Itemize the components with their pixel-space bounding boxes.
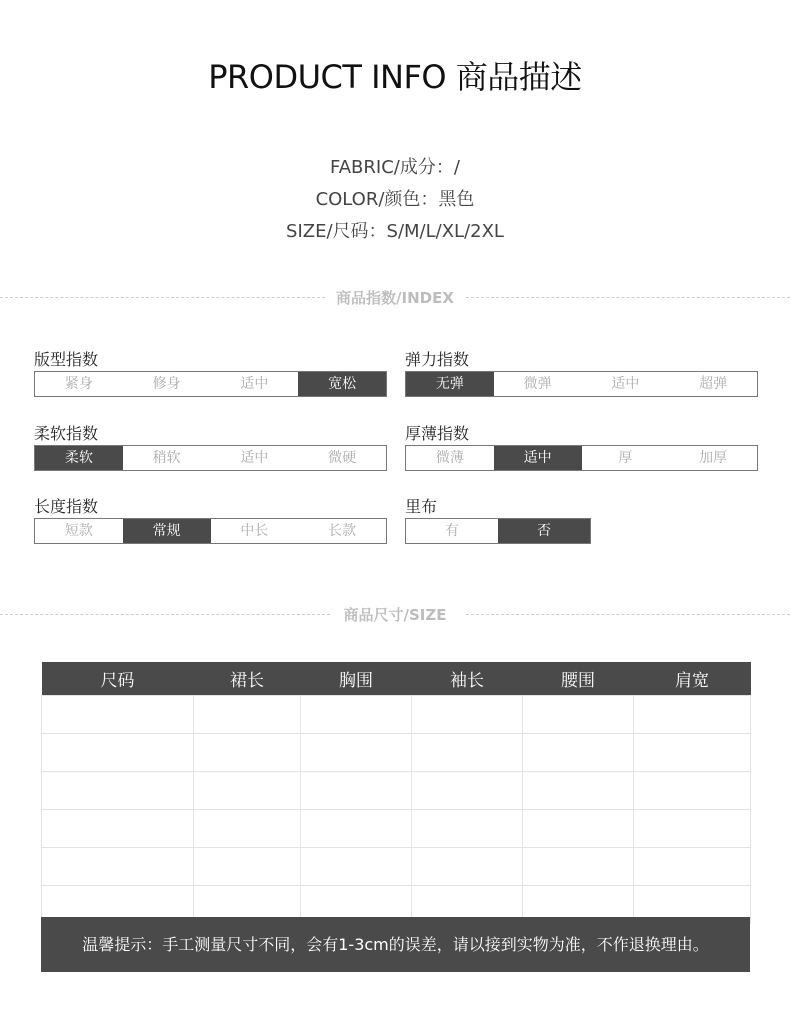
index-block [34, 496, 387, 544]
table-cell [412, 810, 523, 848]
table-cell [194, 810, 301, 848]
index-title: 长度指数 [34, 497, 99, 516]
size-divider [0, 605, 790, 625]
table-cell [634, 734, 751, 772]
table-cell [634, 848, 751, 886]
index-block [34, 349, 387, 397]
table-cell [194, 848, 301, 886]
table-cell [634, 696, 751, 734]
color-info: COLOR/颜色：黑色 [315, 189, 475, 210]
table-cell [523, 772, 634, 810]
index-title: 柔软指数 [34, 424, 99, 443]
size-column-header: 肩宽 [634, 662, 751, 696]
table-cell [42, 810, 194, 848]
index-option: 长款 [328, 523, 357, 539]
size-column-header: 尺码 [42, 662, 194, 696]
index-block [34, 423, 387, 471]
table-cell [634, 772, 751, 810]
index-scale [405, 371, 758, 397]
index-option: 适中 [240, 376, 269, 392]
index-scale [34, 371, 387, 397]
index-title: 里布 [405, 497, 438, 516]
index-option: 有 [445, 523, 459, 539]
table-cell [412, 848, 523, 886]
index-block [405, 349, 758, 397]
size-table-header [42, 662, 751, 696]
table-cell [42, 696, 194, 734]
index-option: 适中 [240, 450, 269, 466]
index-title: 版型指数 [34, 350, 99, 369]
table-cell [301, 734, 412, 772]
index-option-selected: 柔软 [35, 446, 123, 470]
index-option: 稍软 [152, 450, 181, 466]
table-cell [42, 848, 194, 886]
table-row [42, 772, 751, 810]
index-block [405, 423, 758, 471]
index-scale [405, 518, 591, 544]
table-cell [301, 810, 412, 848]
size-column-header: 腰围 [523, 662, 634, 696]
index-option: 微硬 [328, 450, 357, 466]
size-column-header: 胸围 [301, 662, 412, 696]
divider-line-right [466, 297, 790, 298]
table-cell [412, 772, 523, 810]
divider-line-right [466, 614, 790, 615]
table-cell [523, 848, 634, 886]
index-scale [34, 445, 387, 471]
index-title: 厚薄指数 [405, 424, 470, 443]
table-cell [42, 772, 194, 810]
size-table [41, 662, 751, 924]
index-option: 紧身 [64, 376, 93, 392]
fabric-info: FABRIC/成分：/ [330, 157, 460, 178]
index-option: 厚 [618, 450, 633, 466]
index-option-selected: 否 [498, 519, 590, 543]
table-cell [412, 696, 523, 734]
index-option: 修身 [152, 376, 181, 392]
tip-banner: 温馨提示：手工测量尺寸不同，会有1-3cm的误差，请以接到实物为准，不作退换理由。 [41, 917, 750, 972]
size-info: SIZE/尺码：S/M/L/XL/2XL [286, 221, 504, 242]
table-row [42, 696, 751, 734]
index-option: 超弹 [699, 376, 728, 392]
size-section-label: 商品尺寸/SIZE [343, 606, 447, 624]
index-option: 加厚 [699, 450, 728, 466]
index-option: 中长 [240, 523, 269, 539]
table-cell [523, 696, 634, 734]
index-section-label: 商品指数/INDEX [336, 289, 454, 307]
table-row [42, 734, 751, 772]
table-cell [301, 772, 412, 810]
index-option: 微弹 [523, 376, 552, 392]
table-cell [634, 810, 751, 848]
table-cell [194, 696, 301, 734]
index-scale [34, 518, 387, 544]
index-title: 弹力指数 [405, 350, 470, 369]
index-option: 适中 [611, 376, 640, 392]
table-cell [523, 734, 634, 772]
index-scale [405, 445, 758, 471]
table-cell [42, 734, 194, 772]
table-cell [412, 734, 523, 772]
table-cell [523, 810, 634, 848]
table-cell [194, 772, 301, 810]
index-option-selected: 适中 [494, 446, 582, 470]
page-title: PRODUCT INFO 商品描述 [208, 58, 582, 96]
table-cell [301, 848, 412, 886]
table-cell [194, 734, 301, 772]
index-option-selected: 宽松 [298, 372, 386, 396]
index-option-selected: 无弹 [406, 372, 494, 396]
index-option-selected: 常规 [123, 519, 211, 543]
table-row [42, 848, 751, 886]
size-column-header: 袖长 [412, 662, 523, 696]
size-column-header: 裙长 [194, 662, 301, 696]
table-row [42, 810, 751, 848]
index-block [405, 496, 591, 544]
table-cell [301, 696, 412, 734]
index-divider [0, 288, 790, 308]
index-option: 微薄 [435, 450, 464, 466]
index-option: 短款 [64, 523, 93, 539]
